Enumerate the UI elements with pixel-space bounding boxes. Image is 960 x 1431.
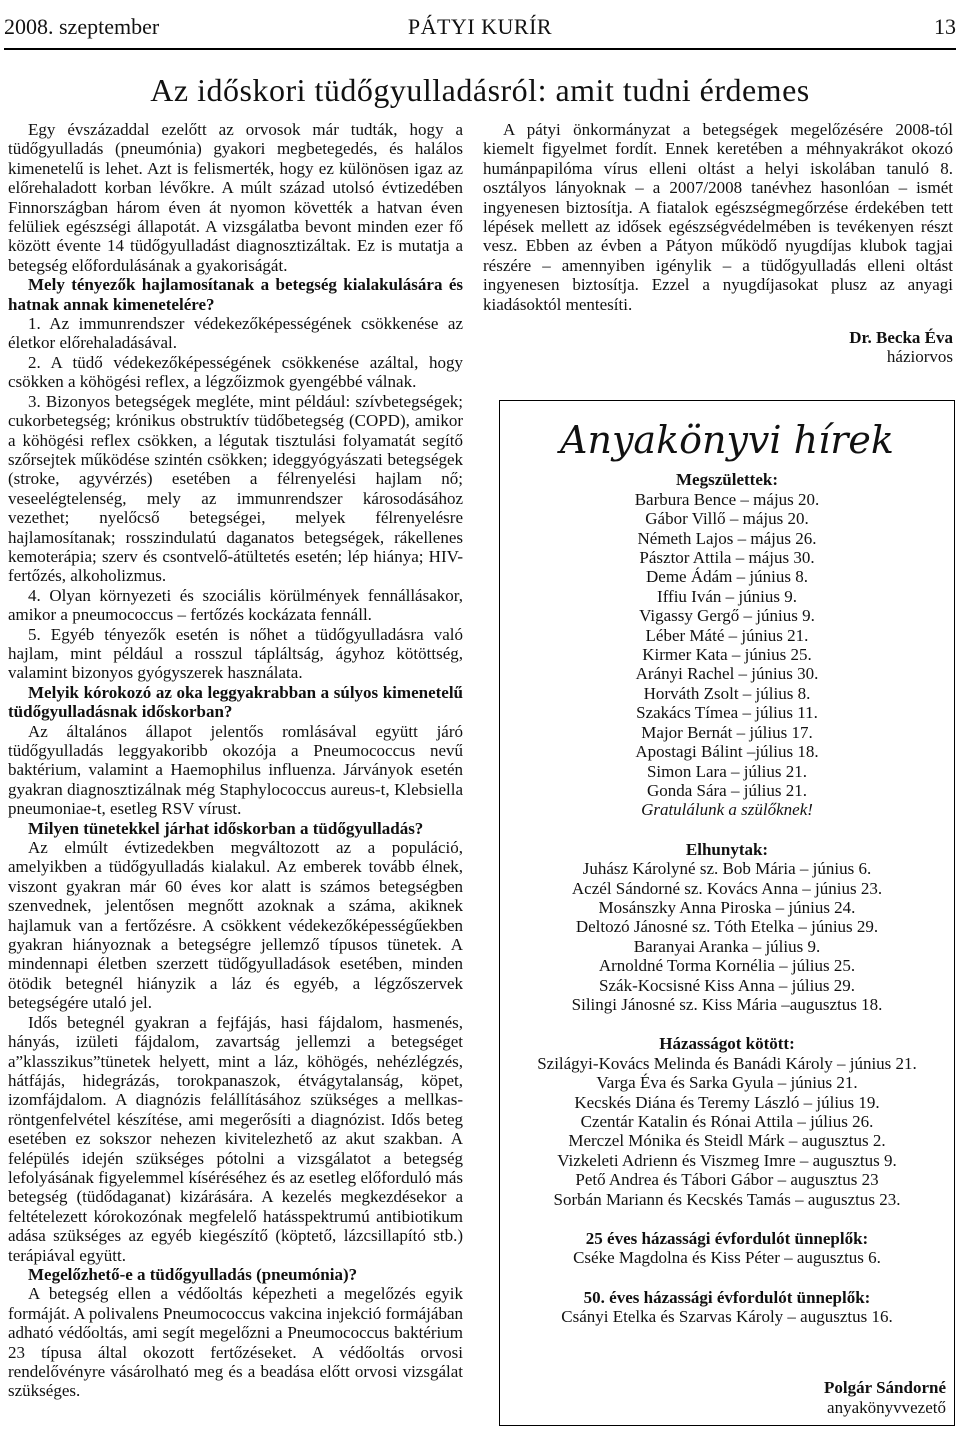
births-congrats: Gratulálunk a szülőknek! bbox=[641, 800, 813, 820]
registry-entry: Pásztor Attila – május 30. bbox=[639, 548, 815, 568]
marriages-heading: Házasságot kötött: bbox=[659, 1034, 795, 1054]
registry-entry: Gonda Sára – július 21. bbox=[646, 780, 808, 800]
anniversary-50-list bbox=[500, 1307, 954, 1326]
anniversary-50-heading: 50. éves házassági évfordulót ünneplők: bbox=[583, 1287, 871, 1307]
registry-entry: Major Bernát – július 17. bbox=[641, 722, 813, 742]
page-header bbox=[4, 0, 956, 50]
registry-entry: Gábor Villő – május 20. bbox=[645, 509, 809, 529]
section-heading: Milyen tünetekkel járhat időskorban a tüdőgyulladás? bbox=[28, 818, 424, 838]
anniversary-50-section bbox=[500, 1288, 954, 1327]
registry-entry: Kirmer Kata – június 25. bbox=[642, 645, 812, 665]
registry-signature bbox=[824, 1378, 946, 1417]
registry-entry: Cséke Magdolna és Kiss Péter – augusztus 6. bbox=[573, 1248, 881, 1268]
article-paragraph: A betegség ellen a védőoltás képezheti a megelőzés egyik formáját. A polivalens Pneumococcus vakcina injekció formájában adható védőoltás, ami segít megelőzni a Pneumococcus baktérium 23 típusa által okozott fertőzéseket. A védőoltás orvosi rendelővényre vásárolható meg és a beadása előtt orvosi vizsgálat szükséges. bbox=[8, 1284, 463, 1401]
registry-entry: Barbura Bence – május 20. bbox=[634, 489, 820, 509]
article-paragraph: 3. Bizonyos betegségek megléte, mint például: szívbetegségek; cukorbetegség; krónikus obstruktív tüdőbetegség (COPD), amikor a köhögési reflex csökken, a légutak tisztulási folyamatát segítő szőrsejtek működése szintén csökken; ideggyógyászati betegségek (stroke, agyvérzés) esetében a félrenyelési hajlam nő; veseelégtelenség, mely az immunrendszer károsodásához vezethet; nyelőcső betegségei, melyek félrenyelésre hajlamosítanak; rosszindulatú daganatos betegségek, rákellenes kemoterápia; szerv és csontvelő-átültetés esetén; lép hiánya; HIV-fertőzés, alkoholizmus. bbox=[8, 391, 463, 586]
registry-entry: Czentár Katalin és Rónai Attila – július 26. bbox=[580, 1112, 874, 1131]
births-list bbox=[500, 490, 954, 801]
author-role: háziorvos bbox=[886, 347, 953, 367]
registry-entry: Arányi Rachel – június 30. bbox=[635, 664, 819, 684]
registry-entry: Szakács Tímea – július 11. bbox=[636, 703, 818, 723]
article-signature bbox=[483, 328, 953, 367]
article-title: Az időskori tüdőgyulladásról: amit tudni érdemes bbox=[150, 72, 810, 108]
page-number: 13 bbox=[934, 14, 956, 39]
registry-entry: Szák-Kocsisné Kiss Anna – július 29. bbox=[599, 975, 855, 995]
article-paragraph: 1. Az immunrendszer védekezőképességének csökkenése az életkor előrehaladásával. bbox=[8, 314, 463, 353]
article-right-column bbox=[483, 120, 953, 367]
anniversary-25-heading: 25 éves házassági évfordulót ünneplők: bbox=[585, 1229, 869, 1249]
article-paragraph: 2. A tüdő védekezőképességének csökkenése azáltal, hogy csökken a köhögési reflex, a légzőizmok gyengébbé válnak. bbox=[8, 352, 463, 392]
deaths-section bbox=[500, 840, 954, 1015]
registry-entry: Mosánszky Anna Piroska – június 24. bbox=[598, 897, 856, 917]
registry-entry: Iffiu Iván – június 9. bbox=[657, 586, 797, 606]
registry-entry: Sorbán Mariann és Kecskés Tamás – augusztus 23. bbox=[553, 1189, 901, 1209]
registry-entry: Vigassy Gergő – június 9. bbox=[639, 606, 815, 626]
registry-entry: Pető Andrea és Tábori Gábor – augusztus 23 bbox=[575, 1170, 879, 1190]
registry-entry: Deltozó Jánosné sz. Tóth Etelka – június 29. bbox=[575, 917, 879, 937]
author-name: Dr. Becka Éva bbox=[849, 328, 953, 348]
article-paragraph: Idős betegnél gyakran a fejfájás, hasi fájdalom, hasmenés, hányás, izületi fájdalom, zavartság jellemzi a betegséget a”klasszikus”tünetek helyett, mint a láz, köhögés, nehézlégzés, hátfájás, hidegrázás, torokpanaszok, étvágytalanság, köpet, izomfájdalom. A diagnózis felállításához szükséges a mellkas-röntgenfelvétel készítése, ami megerősíti a diagnózist. Idős beteg esetében ez sokszor nehezen kivitelezhető az akut szakban. A felépülés idején szükséges pótolni a vizsgálatot a betegség lefolyásának figyelemmel kíséréséhez és az esetleg előforduló más betegség (tüdődaganat) kizárására. A kezelés megkezdésekor a feltételezett kórokozónak megfelelő hatásspektrumú antibiotikum adása szükséges az egyéb kiegészítő (köptető, lázcsillapító stb.) terápiával együtt. bbox=[8, 1012, 463, 1265]
registry-box bbox=[499, 400, 955, 1426]
signer-role: anyakönyvvezető bbox=[827, 1397, 946, 1417]
registry-entry: Silingi Jánosné sz. Kiss Mária –augusztus 18. bbox=[571, 994, 883, 1014]
registry-entry: Kecskés Diána és Teremy László – július 19. bbox=[574, 1092, 880, 1112]
article-paragraph: Az elmúlt évtizedekben megváltozott az a populáció, amelyikben a tüdőgyulladás kialakul. Az emberek tovább élnek, viszont gyakran már 60 éves kor alatt is számos betegségben szenvednek, jelentősen megnőtt azoknak a száma, akiknek hajlamuk van a fertőzésre. A csökkent védekezőképességűekben gyakran hiányoznak a betegségre jellemző típusos tünetek. A mindennapi életben szerzett tüdőgyulladások esetében, minden ötödik betegnél hiányzik a láz és egyéb, a légzőszervek betegségére utaló jel. bbox=[8, 838, 463, 1013]
article-paragraph: 4. Olyan környezeti és szociális körülmények fennállásakor, amikor a pneumococcus – fertőzés kockázata fennáll. bbox=[8, 585, 463, 625]
registry-entry: Juhász Károlyné sz. Bob Mária – június 6. bbox=[582, 859, 872, 879]
registry-title: Anyakönyvi hírek bbox=[560, 418, 894, 462]
article-paragraph: Egy évszázaddal ezelőtt az orvosok már tudták, hogy a tüdőgyulladás (pneumónia) gyakori megbetegedés, és halálos kimenetelű is lehet. Azt is felismerték, hogy ez különösen igaz az előrehaladott korban lévőkre. A múlt század utolsó évtizedében Finnországban három éven át nyomon követték a hatvan éven felüliek egészségi állapotát. A vizsgálatba bevont minden ezer fő között évente 14 tüdőgyulladást diagnosztizáltak. Ez is mutatja a betegség előfordulásának a gyakoriságát. bbox=[8, 120, 463, 275]
marriages-section bbox=[500, 1034, 954, 1209]
marriages-list bbox=[500, 1054, 954, 1209]
registry-entry: Aczél Sándorné sz. Kovács Anna – június 23. bbox=[571, 878, 883, 898]
registry-entry: Németh Lajos – május 26. bbox=[637, 528, 817, 548]
article-paragraph: A pátyi önkormányzat a betegségek megelőzésére 2008-tól kiemelt figyelmet fordít. Ennek keretében a méhnyakrákot okozó humánpapilóma vírus elleni oltást a helyi iskolában tanuló 8. osztályos lányoknak – a 2007/2008 tanévhez hasonlóan – ismét ingyenesen biztosítja. A fiatalok egészségmegőrzése érdekében tett lépések mellett az idősek egészségvédelmében is tevékenyen részt vesz. Ebben az évben a Pátyon működő nyugdíjas klubok tagjai részére – amennyiben igénylik – a tüdőgyulladás elleni oltást ingyenesen biztosítja. Ezzel a nyugdíjasokat plusz az anyagi kiadásoktól mentesíti. bbox=[483, 120, 953, 314]
registry-entry: Deme Ádám – június 8. bbox=[646, 567, 808, 587]
section-heading: Mely tényezők hajlamosítanak a betegség kialakulására és hatnak annak kimenetelére? bbox=[8, 275, 463, 314]
issue-date: 2008. szeptember bbox=[4, 14, 160, 39]
registry-entry: Simon Lara – július 21. bbox=[646, 761, 808, 781]
section-heading: Megelőzhető-e a tüdőgyulladás (pneumónia)? bbox=[28, 1264, 358, 1284]
deaths-heading: Elhunytak: bbox=[685, 839, 769, 859]
registry-entry: Baranyai Aranka – július 9. bbox=[633, 936, 821, 956]
registry-entry: Merczel Mónika és Steidl Márk – augusztus 2. bbox=[568, 1131, 886, 1151]
anniversary-25-section bbox=[500, 1229, 954, 1268]
paper-name: PÁTYI KURÍR bbox=[407, 14, 553, 39]
anniversary-25-list bbox=[500, 1248, 954, 1267]
deaths-list bbox=[500, 859, 954, 1014]
registry-entry: Léber Máté – június 21. bbox=[645, 625, 809, 645]
article-paragraph: 5. Egyéb tényezők esetén is nőhet a tüdőgyulladásra való hajlam, mint például a rosszul tápláltság, ágyhoz kötöttség, valamint bizonyos gyógyszerek használata. bbox=[8, 624, 463, 683]
signer-name: Polgár Sándorné bbox=[823, 1378, 946, 1398]
section-heading: Melyik kórokozó az oka leggyakrabban a súlyos kimenetelű tüdőgyulladásnak időskorban? bbox=[8, 682, 463, 722]
registry-entry: Vizkeleti Adrienn és Viszmeg Imre – augusztus 9. bbox=[557, 1150, 897, 1170]
registry-entry: Arnoldné Torma Kornélia – július 25. bbox=[598, 956, 856, 976]
births-section bbox=[500, 470, 954, 819]
registry-entry: Szilágyi-Kovács Melinda és Banádi Károly – június 21. bbox=[537, 1053, 917, 1073]
births-heading: Megszülettek: bbox=[676, 470, 778, 490]
registry-entry: Varga Éva és Sarka Gyula – június 21. bbox=[596, 1073, 858, 1093]
article-paragraph: Az általános állapot jelentős romlásával együtt járó tüdőgyulladás leggyakoribb okozója a Pneumococcus nevű baktérium, valamint a Haemophilus influenza. Járványok esetén gyakran diagnosztizálnak még Staphylococcus aureus-t, Klebsiella pneumoniae-t, esetleg RSV vírust. bbox=[8, 721, 463, 819]
article-left-column bbox=[8, 120, 463, 1401]
registry-entry: Horváth Zsolt – július 8. bbox=[643, 683, 811, 703]
registry-entry: Apostagi Bálint –július 18. bbox=[635, 742, 819, 762]
registry-entry: Csányi Etelka és Szarvas Károly – augusztus 16. bbox=[561, 1307, 893, 1327]
